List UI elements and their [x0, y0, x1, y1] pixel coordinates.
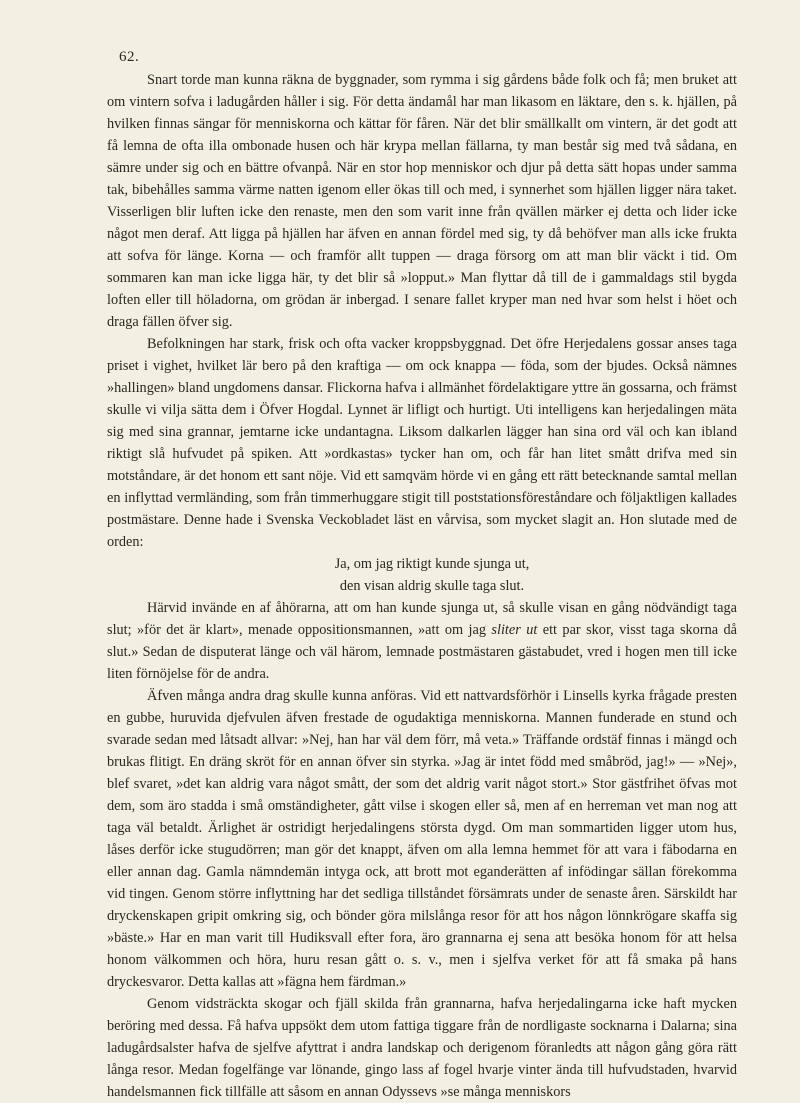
- body-text: [107, 69, 737, 1103]
- paragraph: Äfven många andra drag skulle kunna anföras. Vid ett nattvardsförhör i Linsells kyrka frågade presten en gubbe, huruvida djefvulen äfven frestade de ogudaktiga menniskorna. Mannen funderade en stund och svarade sedan med låtsadt allvar: »Nej, han har väl dem förr, må veta.» Träffande ordstäf finnas i mängd och brukas flitigt. En dräng skröt för en annan öfver sin styrka. »Jag är intet född med småbröd, jag!» — »Nej», blef svaret, »det kan aldrig vara något smått, der som det aldrig varit något stort.» Stor gästfrihet öfvas mot dem, som äro stadda i små omständigheter, gått vilse i skogen eller så, men af en herreman vet man nog att taga väl betaldt. Ärlighet är ostridigt herjedalingens största dygd. Om man sommartiden ligger utom hus, låses derför icke stugudörren; man gör det knappt, äfven om alla lemna hemmet för att vara i fäbodarna en eller annan dag. Gamla nämndemän intyga ock, att brott mot eganderätten af infödingar sällan förekomma vid tingen. Genom större inflyttning har det sedliga tillståndet försämrats under de senaste åren. Särskildt har dryckenskapen gripit omkring sig, och bönder göra milslånga resor för att hos någon lönnkrögare skaffa sig »bäste.» Har en man varit till Hudiksvall efter fora, äro grannarna ej sena att besöka honom för att helsa honom välkommen och höra, huru resan gått o. s. v., men i sjelfva verket för att få smaka på hans dryckesvaror. Detta kallas att »fägna hem färdman.»: [107, 688, 737, 990]
- emphasized-text: sliter ut: [491, 622, 538, 638]
- verse-quote: [107, 553, 737, 597]
- paragraph: Snart torde man kunna räkna de byggnader, som rymma i sig gårdens både folk och få; men bruket att om vintern sofva i ladugården håller i sig. För detta ändamål har man likasom en läktare, den s. k. hjällen, på hvilken finnas sängar för menniskorna och kättar för fåren. När det blir smällkallt om vintern, är det godt att få lemna de ofta illa ombonade husen och här krypa mellan fällarna, ty man består sig med två sådana, en sämre under sig och en bättre ofvanpå. När en stor hop menniskor och djur på detta sätt hopas under samma tak, bibehålles samma värme natten igenom eller ökas till och med, i synnerhet som hjällen ligger nära taket. Visserligen blir luften icke den renaste, men den som varit inne från qvällen märker ej detta och lider icke något men deraf. Att ligga på hjällen har äfven en annan fördel med sig, ty då behöfver man alls icke frukta att sofva för länge. Korna — och framför allt tuppen — draga försorg om att man blir väckt i tid. Om sommaren kan man icke ligga här, ty det blir så »lopput.» Man flyttar då till de i gammaldags stil bygda loften eller till höladorna, om grödan är inbergad. I senare fallet kryper man ned hvar som helst i höet och draga fällen öfver sig.: [107, 72, 737, 330]
- paragraph: Befolkningen har stark, frisk och ofta vacker kroppsbyggnad. Det öfre Herjedalens gossar anses taga priset i vighet, hvilket lär bero på den kraftiga — om ock knappa — föda, som der bjudes. Också nämnes »hallingen» bland ungdomens dansar. Flickorna hafva i allmänhet fördelaktigare yttre än gossarna, och främst skulle vi vilja sätta dem i Öfver Hogdal. Lynnet är lifligt och hurtigt. Uti intelligens kan herjedalingen mäta sig med sina grannar, jemtarne icke undantagna. Liksom dalkarlen lägger han sina ord väl och kan ibland riktigt slå hufvudet på spiken. Att »ordkastas» tycker han om, och får han litet smått drifva med sin motståndare, är det honom ett sant nöje. Vid ett samqväm hörde vi en gång ett rätt betecknande samtal mellan en inflyttad vermländing, som från timmerhuggare stigit till poststationsföreståndare och följaktligen kallades postmästare. Denne hade i Svenska Veckobladet läst en vårvisa, som mycket slagit an. Hon slutade med de orden:: [107, 336, 737, 550]
- page-number: 62.: [119, 49, 140, 65]
- paragraph: Genom vidsträckta skogar och fjäll skilda från grannarna, hafva herjedalingarna icke haft mycken beröring med dessa. Få hafva uppsökt dem utom fattiga tiggare från de nordligaste socknarna i Dalarna; sina ladugårdsalster hafva de sjelfve afyttrat i andra landskap och derigenom föranledts att någon gång göra rätt långa resor. Medan fogelfänge var lönande, gingo lass af fogel hvarje vinter ända till hufvudstaden, hvarvid handelsmannen fick tillfälle att såsom en annan Odyssevs »se många menniskors: [107, 996, 737, 1100]
- paragraph: [107, 597, 737, 685]
- verse-line: den visan aldrig skulle taga slut.: [339, 578, 525, 594]
- verse-line: Ja, om jag riktigt kunde sjunga ut,: [334, 556, 530, 572]
- paragraph-text: Härvid invände en af åhörarna, att om han kunde sjunga ut, så skulle visan en gång nödvändigt taga slut; »för det är klart», menade oppositionsmannen, »att om jag: [107, 600, 737, 638]
- paragraph-text: ett par skor, visst taga skorna då slut.» Sedan de disputerat länge och väl härom, lemnade postmästaren gästabudet, vred i hogen men till icke liten förnöjelse för de andra.: [107, 622, 737, 682]
